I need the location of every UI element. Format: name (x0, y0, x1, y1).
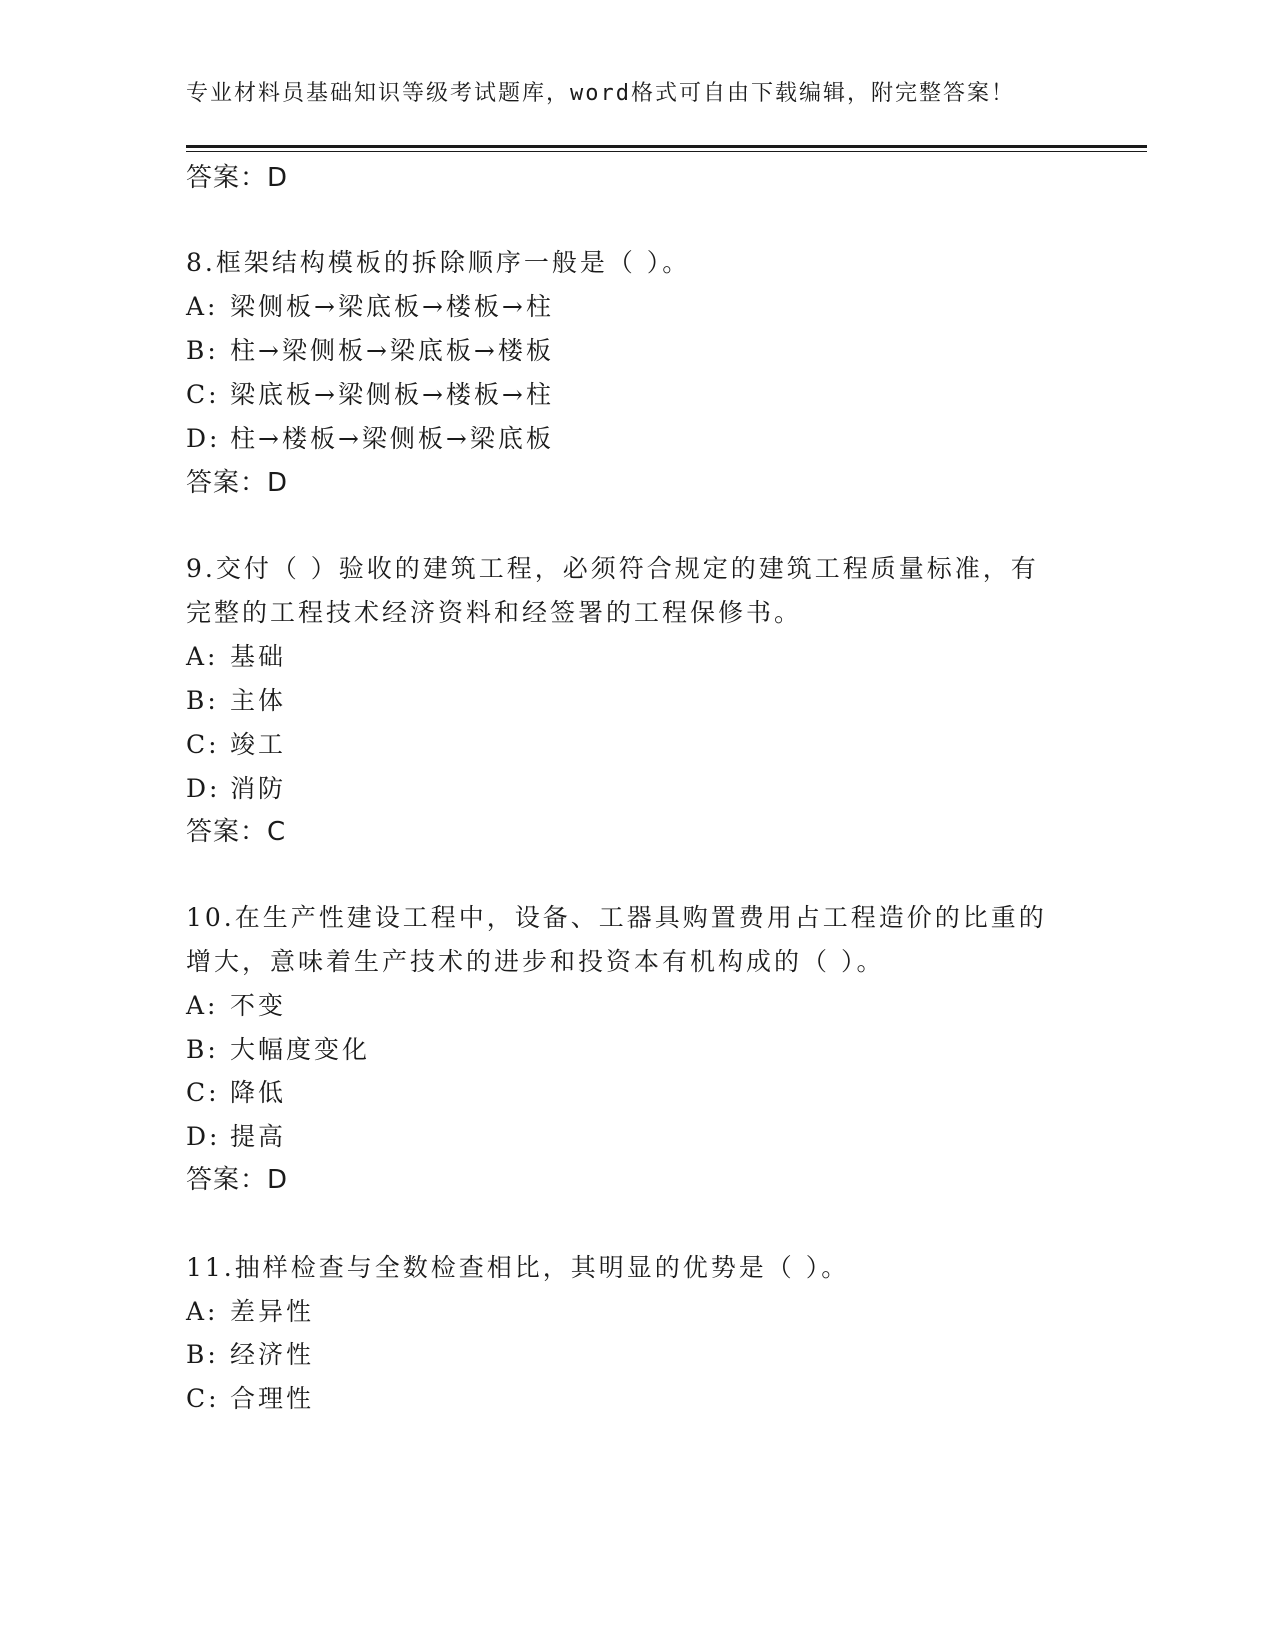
option-row (186, 1035, 370, 1065)
option-text: 竣工 (230, 730, 287, 759)
option-row (186, 1297, 314, 1327)
option-label: B: (186, 1035, 219, 1064)
option-row (186, 774, 286, 804)
option-text: 柱→楼板→梁侧板→梁底板 (230, 424, 554, 453)
option-text: 提高 (230, 1122, 287, 1151)
option-label: A: (186, 1297, 219, 1326)
option-text: 差异性 (230, 1297, 315, 1326)
option-row (186, 730, 286, 760)
question-stem: 8.框架结构模板的拆除顺序一般是（ ）。 (186, 248, 691, 277)
answer-line: 答案：D (186, 1165, 289, 1195)
option-label: C: (186, 380, 220, 409)
option-text: 经济性 (230, 1340, 315, 1369)
option-label: C: (186, 1078, 220, 1107)
option-text: 梁底板→梁侧板→楼板→柱 (230, 380, 554, 409)
option-label: A: (186, 991, 219, 1020)
option-label: D: (186, 774, 221, 803)
question-stem: 10.在生产性建设工程中，设备、工器具购置费用占工程造价的比重的 (186, 903, 1047, 932)
option-label: B: (186, 1340, 219, 1369)
option-label: A: (186, 642, 219, 671)
option-label: D: (186, 424, 221, 453)
answer-line: 答案：D (186, 468, 289, 498)
option-text: 消防 (230, 774, 287, 803)
question-stem-continued: 增大，意味着生产技术的进步和投资本有机构成的（ ）。 (186, 947, 885, 976)
option-row (186, 991, 286, 1021)
option-text: 柱→梁侧板→梁底板→楼板 (230, 336, 554, 365)
question-stem-continued: 完整的工程技术经济资料和经签署的工程保修书。 (186, 598, 803, 627)
option-row (186, 1384, 314, 1414)
header-rule-thin (186, 151, 1147, 152)
option-text: 主体 (230, 686, 287, 715)
option-label: B: (186, 336, 219, 365)
option-row (186, 336, 554, 366)
header-rule-thick (186, 145, 1147, 148)
option-text: 合理性 (230, 1384, 315, 1413)
answer-line: 答案：C (186, 817, 287, 847)
question-stem: 9.交付（ ）验收的建筑工程，必须符合规定的建筑工程质量标准，有 (186, 554, 1039, 583)
option-row (186, 424, 554, 454)
option-text: 梁侧板→梁底板→楼板→柱 (230, 292, 554, 321)
option-text: 降低 (230, 1078, 287, 1107)
option-row (186, 380, 554, 410)
option-row (186, 1078, 286, 1108)
option-text: 不变 (230, 991, 287, 1020)
option-label: D: (186, 1122, 221, 1151)
option-label: C: (186, 1384, 220, 1413)
option-label: A: (186, 292, 219, 321)
option-text: 大幅度变化 (230, 1035, 371, 1064)
option-row (186, 292, 554, 322)
option-label: C: (186, 730, 220, 759)
option-row (186, 642, 286, 672)
option-text: 基础 (230, 642, 287, 671)
option-row (186, 686, 286, 716)
option-label: B: (186, 686, 219, 715)
question-stem: 11.抽样检查与全数检查相比，其明显的优势是（ ）。 (186, 1253, 850, 1282)
page-header: 专业材料员基础知识等级考试题库，word格式可自由下载编辑，附完整答案！ (186, 81, 1015, 106)
answer-line: 答案：D (186, 163, 289, 193)
option-row (186, 1340, 314, 1370)
option-row (186, 1122, 286, 1152)
